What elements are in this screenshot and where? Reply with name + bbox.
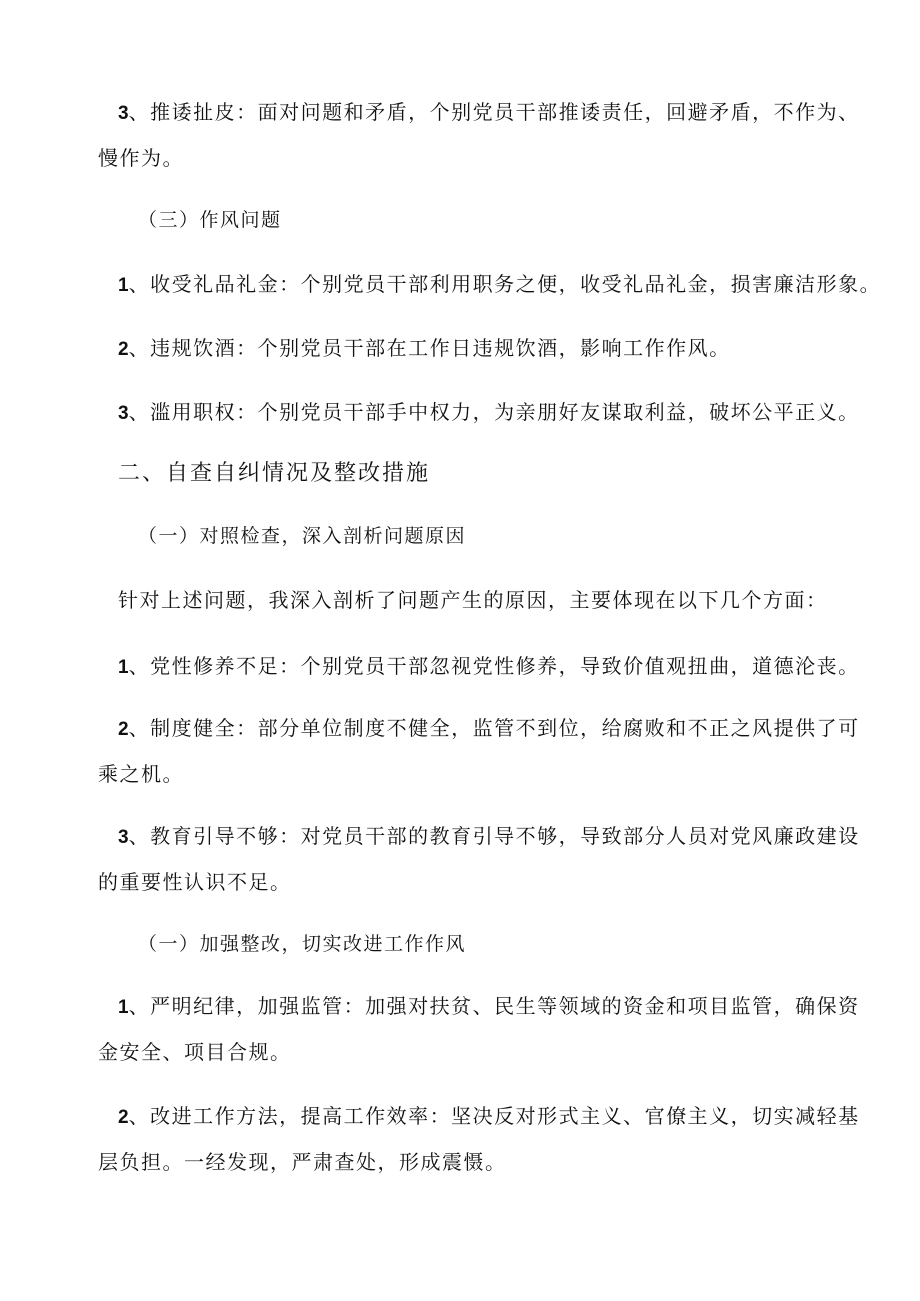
paragraph-item-1-discipline: [98, 984, 868, 1074]
paragraph-item-2-institutions: [98, 706, 868, 796]
subheading-style-issues: （三）作风问题: [138, 209, 282, 231]
item-number: 1: [118, 657, 129, 678]
paragraph-text: 、推诿扯皮：面对问题和矛盾，个别党员干部推诿责任，回避矛盾，不作为、: [128, 100, 860, 124]
item-number: 3: [118, 103, 129, 124]
paragraph-item-2-drinking: [118, 326, 731, 372]
item-number: 3: [118, 827, 129, 848]
item-number: 1: [118, 275, 129, 296]
paragraph-item-3-education: [98, 814, 868, 904]
paragraph-text: 、滥用职权：个别党员干部手中权力，为亲朋好友谋取利益，破坏公平正义。: [128, 400, 860, 424]
paragraph-item-3-shirking: [98, 90, 868, 180]
paragraph-continuation: 层负担。一经发现，严肃查处，形成震慑。: [98, 1150, 507, 1174]
item-number: 3: [118, 403, 129, 424]
item-number: 1: [118, 997, 129, 1018]
subheading-root-cause-analysis: （一）对照检查，深入剖析问题原因: [138, 525, 467, 547]
paragraph-text: 、收受礼品礼金：个别党员干部利用职务之便，收受礼品礼金，损害廉洁形象。: [128, 272, 882, 296]
paragraph-text: 、党性修养不足：个别党员干部忽视党性修养，导致价值观扭曲，道德沦丧。: [128, 654, 860, 678]
paragraph-continuation: 金安全、项目合规。: [98, 1040, 292, 1064]
paragraph-text: 、制度健全：部分单位制度不健全，监管不到位，给腐败和不正之风提供了可: [128, 716, 860, 740]
paragraph-continuation: 的重要性认识不足。: [98, 870, 292, 894]
paragraph-item-3-abuse-of-power: [118, 390, 860, 436]
paragraph-text: 、违规饮酒：个别党员干部在工作日违规饮酒，影响工作作风。: [128, 336, 731, 360]
paragraph-continuation: 慢作为。: [98, 146, 184, 170]
paragraph-text: 、教育引导不够：对党员干部的教育引导不够，导致部分人员对党风廉政建设: [128, 824, 860, 848]
paragraph-text: 、严明纪律，加强监管：加强对扶贫、民生等领域的资金和项目监管，确保资: [128, 994, 860, 1018]
paragraph-item-1-gifts: [118, 262, 881, 308]
section-heading-self-inspection: 二、自查自纠情况及整改措施: [118, 461, 431, 486]
paragraph-intro-causes: 针对上述问题，我深入剖析了问题产生的原因，主要体现在以下几个方面：: [118, 588, 828, 612]
paragraph-text: 、改进工作方法，提高工作效率：坚决反对形式主义、官僚主义，切实减轻基: [128, 1104, 860, 1128]
paragraph-continuation: 乘之机。: [98, 762, 184, 786]
item-number: 2: [118, 339, 129, 360]
item-number: 2: [118, 719, 129, 740]
item-number: 2: [118, 1107, 129, 1128]
paragraph-item-1-party-spirit: [118, 644, 860, 690]
paragraph-item-2-work-methods: [98, 1094, 868, 1184]
subheading-rectification: （一）加强整改，切实改进工作作风: [138, 933, 467, 955]
